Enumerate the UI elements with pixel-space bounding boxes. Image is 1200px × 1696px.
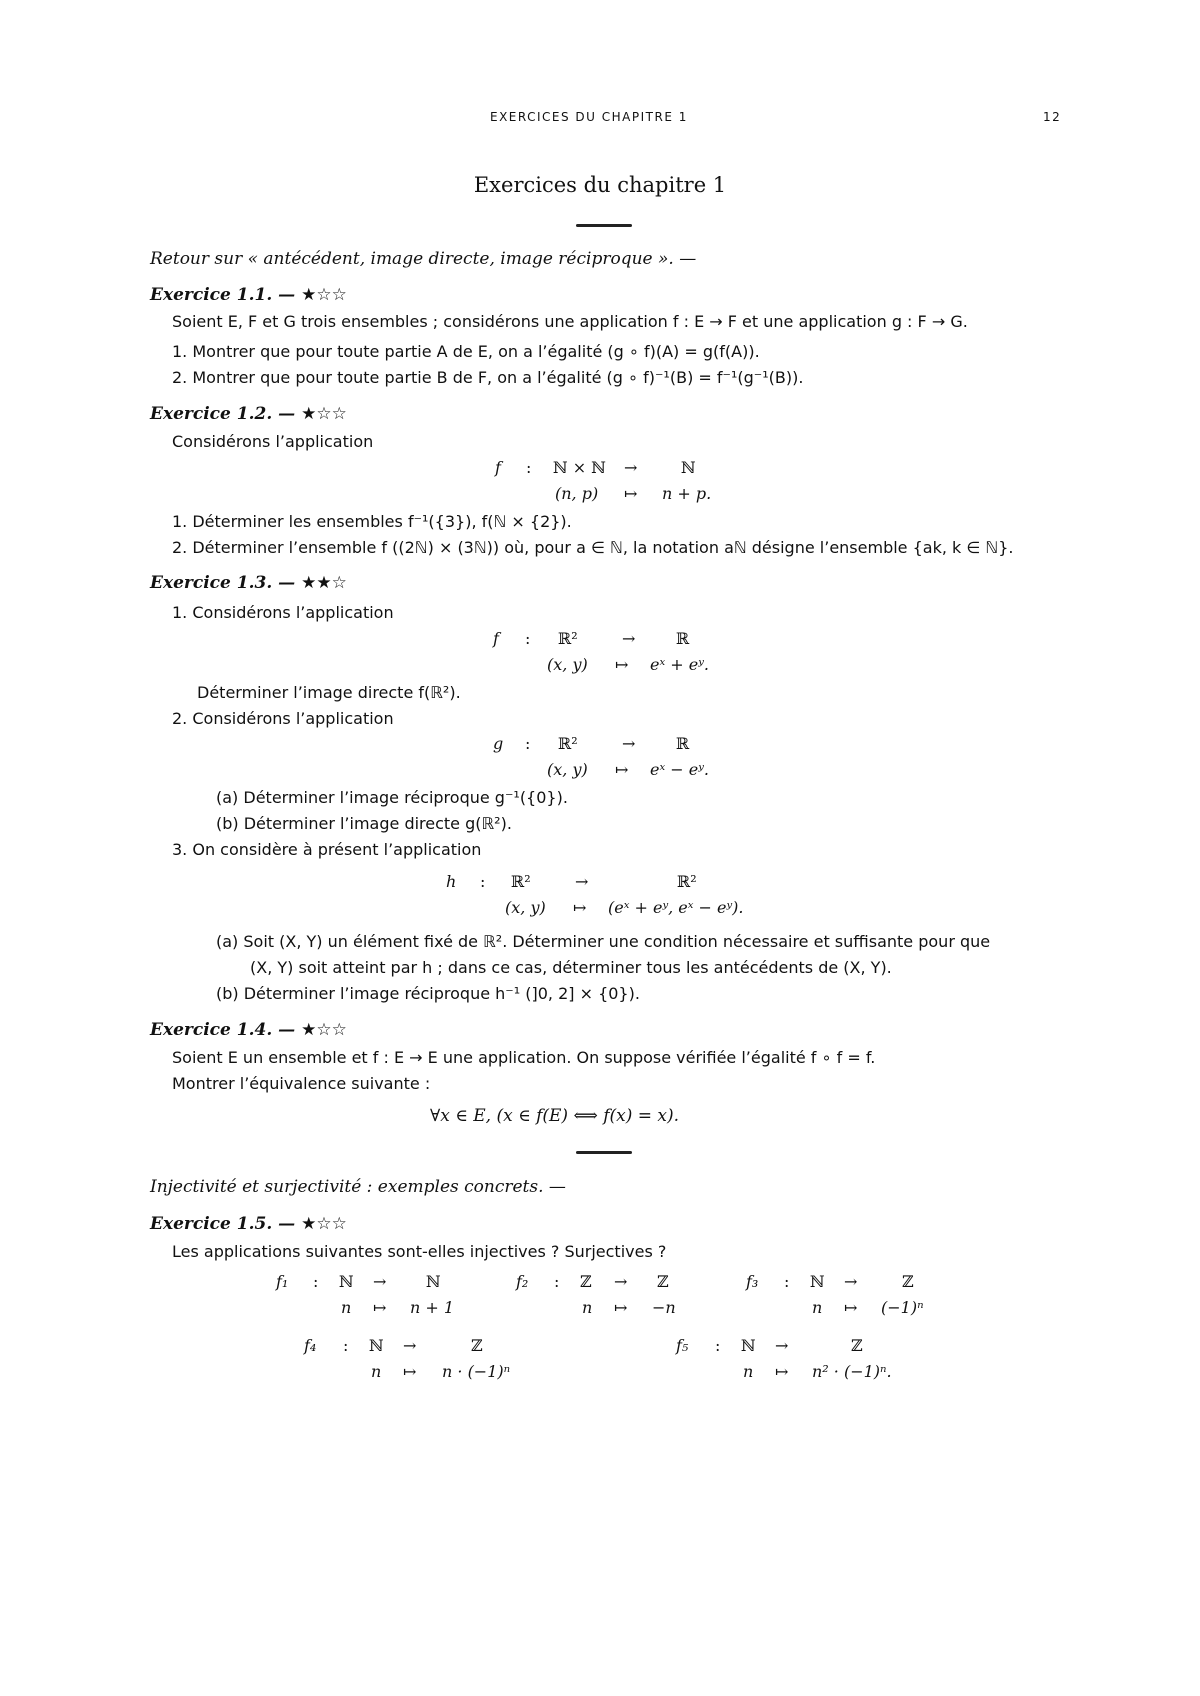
question-item: 1. Considérons l’application bbox=[172, 603, 394, 622]
exercise-title: Exercice 1.3. — bbox=[150, 573, 296, 593]
difficulty-stars: ★☆☆ bbox=[301, 404, 347, 424]
section-heading: Retour sur « antécédent, image directe, image réciproque ». — bbox=[150, 249, 697, 269]
sub-question-continuation: (X, Y) soit atteint par h ; dans ce cas, déterminer tous les antécédents de (X, Y). bbox=[250, 958, 892, 977]
question-item: 2. Montrer que pour toute partie B de F, on a l’égalité (g ∘ f)⁻¹(B) = f⁻¹(g⁻¹(B)). bbox=[172, 368, 804, 387]
ornament-divider bbox=[576, 224, 632, 227]
sub-question: (b) Déterminer l’image directe g(ℝ²). bbox=[216, 814, 512, 833]
exercise-title: Exercice 1.2. — bbox=[150, 404, 296, 424]
exercise-heading bbox=[150, 404, 347, 424]
exercise-statement: Soient E, F et G trois ensembles ; considérons une application f : E → F et une application g : F → G. bbox=[172, 312, 968, 331]
question-task: Déterminer l’image directe f(ℝ²). bbox=[197, 683, 461, 702]
question-item: 1. Déterminer les ensembles f⁻¹({3}), f(ℕ × {2}). bbox=[172, 512, 572, 531]
difficulty-stars: ★★☆ bbox=[301, 573, 347, 593]
sub-question: (a) Soit (X, Y) un élément fixé de ℝ². Déterminer une condition nécessaire et suffisante pour que bbox=[216, 932, 991, 951]
exercise-statement: Montrer l’équivalence suivante : bbox=[172, 1074, 431, 1093]
section-heading: Injectivité et surjectivité : exemples concrets. — bbox=[150, 1177, 566, 1197]
equivalence-formula: ∀x ∈ E, (x ∈ f(E) ⟺ f(x) = x). bbox=[430, 1106, 680, 1126]
ornament-divider bbox=[576, 1151, 632, 1154]
exercise-heading bbox=[150, 1020, 347, 1040]
document-page: EXERCICES DU CHAPITRE 1 12 Exercices du chapitre 1 Retour sur « antécédent, image directe, image réciproque ». — Exercice 1.1. — ★☆☆ Soient E, F et G trois ensembles ; considérons une application f : E → F et une application g : F → G. 1. Montrer que pour toute partie A de E, on a l’égalité (g ∘ f)(A) = g(f(A)). 2. Montrer que pour toute partie B de F, on a l’égalité (g ∘ f)⁻¹(B) = f⁻¹(g⁻¹(B)). Exercice 1.2. — ★☆☆ Considérons l’application f : ℕ × ℕ → ℕ (n, p) ↦ n + p. 1. Déterminer les ensembles f⁻¹({3}), f(ℕ × {2}). 2. Déterminer l’ensemble f ((2ℕ) × (3ℕ)) où, pour a ∈ ℕ, la notation aℕ désigne l’ensemble {ak, k ∈ ℕ}. Exercice 1.3. — ★★☆ 1. Considérons l’application f : ℝ² → ℝ (x, y) ↦ eˣ + eʸ. Déterminer l’image directe f(ℝ²). 2. Considérons l’application g : ℝ² → ℝ (x, y) ↦ eˣ − eʸ. (a) Déterminer l’image réciproque g⁻¹({0}). (b) Déterminer l’image directe g(ℝ²). 3. On considère à présent l’application h : ℝ² → ℝ² (x, y) ↦ (eˣ + eʸ, eˣ − eʸ). (a) Soit (X, Y) un élément fixé de ℝ². Déterminer une condition nécessaire et suffisante pour que (X, Y) soit atteint par h ; dans ce cas, déterminer tous les antécédents de (X, Y). (b) Déterminer l’image réciproque h⁻¹ (]0, 2] × {0}). Exercice 1.4. — ★☆☆ Soient E un ensemble et f : E → E une application. On suppose vérifiée l’égalité f ∘ f = f. Montrer l’équivalence suivante : ∀x ∈ E, (x ∈ f(E) ⟺ f(x) = x). Injectivité et surjectivité : exemples concrets. — Exercice 1.5. — ★☆☆ Les applications suivantes sont-elles injectives ? Surjectives ? f₁ : ℕ → ℕ n ↦ n + 1 f₂ : ℤ → ℤ n ↦ −n f₃ : ℕ → ℤ n ↦ (−1)ⁿ f₄ : ℕ → ℤ n ↦ n · (−1)ⁿ f₅ : ℕ → ℤ n ↦ n² · (−1)ⁿ. bbox=[0, 0, 1200, 1696]
exercise-title: Exercice 1.4. — bbox=[150, 1020, 296, 1040]
question-item: 2. Déterminer l’ensemble f ((2ℕ) × (3ℕ)) où, pour a ∈ ℕ, la notation aℕ désigne l’ensemble {ak, k ∈ ℕ}. bbox=[172, 538, 1014, 557]
exercise-title: Exercice 1.5. — bbox=[150, 1214, 296, 1234]
sub-question: (a) Déterminer l’image réciproque g⁻¹({0}). bbox=[216, 788, 568, 807]
exercise-statement: Considérons l’application bbox=[172, 432, 374, 451]
exercise-statement: Soient E un ensemble et f : E → E une application. On suppose vérifiée l’égalité f ∘ f = f. bbox=[172, 1048, 876, 1067]
question-item: 3. On considère à présent l’application bbox=[172, 840, 482, 859]
exercise-heading bbox=[150, 573, 347, 593]
exercise-title: Exercice 1.1. — bbox=[150, 285, 296, 305]
running-head: EXERCICES DU CHAPITRE 1 bbox=[490, 110, 688, 124]
exercise-heading bbox=[150, 285, 347, 305]
difficulty-stars: ★☆☆ bbox=[301, 1214, 347, 1234]
question-item: 2. Considérons l’application bbox=[172, 709, 394, 728]
page-title: Exercices du chapitre 1 bbox=[473, 173, 727, 197]
sub-question: (b) Déterminer l’image réciproque h⁻¹ (]0, 2] × {0}). bbox=[216, 984, 640, 1003]
exercise-heading bbox=[150, 1214, 347, 1234]
page-number: 12 bbox=[1043, 110, 1062, 124]
question-item: 1. Montrer que pour toute partie A de E, on a l’égalité (g ∘ f)(A) = g(f(A)). bbox=[172, 342, 760, 361]
exercise-statement: Les applications suivantes sont-elles injectives ? Surjectives ? bbox=[172, 1242, 667, 1261]
difficulty-stars: ★☆☆ bbox=[301, 285, 347, 305]
difficulty-stars: ★☆☆ bbox=[301, 1020, 347, 1040]
